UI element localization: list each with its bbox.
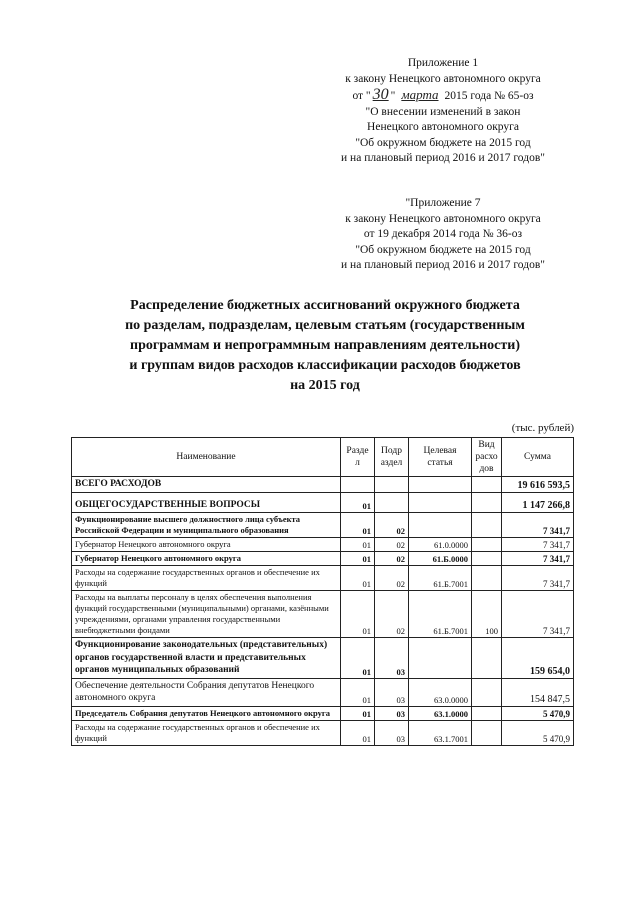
row-target-article	[409, 492, 472, 513]
header-sum: Сумма	[502, 438, 574, 477]
row-name: ВСЕГО РАСХОДОВ	[72, 477, 341, 493]
row-sum: 5 470,9	[502, 706, 574, 720]
title-line-4: и группам видов расходов классификации расходов бюджетов	[129, 358, 521, 373]
row-name: Расходы на содержание государственных органов и обеспечение их функций	[72, 566, 341, 591]
header-expense-type: Вид расхо дов	[472, 438, 502, 477]
row-razdel: 01	[341, 538, 375, 552]
table-header-row	[72, 438, 574, 477]
appendix-1-law: к закону Ненецкого автономного округа	[345, 72, 541, 85]
row-expense-type	[472, 706, 502, 720]
row-expense-type	[472, 566, 502, 591]
table-row	[72, 492, 574, 513]
date-quote: "	[390, 90, 396, 102]
appendix-1-title: Приложение 1	[407, 57, 479, 69]
date-suffix: 2015 года № 65-оз	[444, 90, 534, 102]
appendix-1-line-4: и на плановый период 2016 и 2017 годов"	[341, 152, 545, 164]
row-name: Губернатор Ненецкого автономного округа	[72, 538, 341, 552]
table-row	[72, 638, 574, 679]
table-row	[72, 566, 574, 591]
row-razdel: 01	[341, 513, 375, 538]
row-podrazdel: 02	[375, 591, 409, 638]
header-target-article: Целевая статья	[409, 438, 472, 477]
row-expense-type: 100	[472, 591, 502, 638]
row-podrazdel	[375, 477, 409, 493]
row-expense-type	[472, 720, 502, 745]
title-line-3: программам и непрограммным направлениям деятельности)	[130, 338, 520, 353]
row-target-article: 63.1.0000	[409, 706, 472, 720]
row-target-article: 61.Б.7001	[409, 591, 472, 638]
appendix-7-line-2: и на плановый период 2016 и 2017 годов"	[341, 259, 545, 271]
row-target-article	[409, 638, 472, 679]
handwritten-day: 30	[372, 86, 389, 103]
row-target-article: 61.Б.0000	[409, 552, 472, 566]
header-razdel: Разде л	[341, 438, 375, 477]
header-name: Наименование	[72, 438, 341, 477]
row-name: Председатель Собрания депутатов Ненецкого автономного округа	[72, 706, 341, 720]
table-row	[72, 706, 574, 720]
row-expense-type	[472, 638, 502, 679]
row-name: Функционирование законодательных (представительных) органов государственной власти и представительных органов муниципальных образований	[72, 638, 341, 679]
row-target-article: 63.1.7001	[409, 720, 472, 745]
row-expense-type	[472, 513, 502, 538]
row-expense-type	[472, 678, 502, 706]
table-row	[72, 678, 574, 706]
handwritten-month: марта	[401, 87, 439, 102]
budget-table	[71, 437, 574, 746]
row-sum: 7 341,7	[502, 566, 574, 591]
appendix-1-date	[313, 87, 573, 105]
row-sum: 7 341,7	[502, 591, 574, 638]
row-podrazdel: 03	[375, 706, 409, 720]
row-podrazdel: 03	[375, 720, 409, 745]
row-sum: 159 654,0	[502, 638, 574, 679]
appendix-1-line-2: Ненецкого автономного округа	[367, 121, 519, 133]
table-row	[72, 513, 574, 538]
row-razdel: 01	[341, 492, 375, 513]
row-target-article: 61.Б.7001	[409, 566, 472, 591]
row-target-article	[409, 477, 472, 493]
row-name: Функционирование высшего должностного лица субъекта Российской Федерации и муниципального образования	[72, 513, 341, 538]
appendix-7-line-1: "Об окружном бюджете на 2015 год	[355, 243, 531, 256]
row-podrazdel: 03	[375, 678, 409, 706]
appendix-1-header	[313, 56, 573, 167]
row-razdel: 01	[341, 720, 375, 745]
appendix-1-line-1: "О внесении изменений в закон	[365, 105, 521, 118]
row-razdel: 01	[341, 638, 375, 679]
row-name: Губернатор Ненецкого автономного округа	[72, 552, 341, 566]
title-line-2: по разделам, подразделам, целевым статьям (государственным	[125, 318, 525, 333]
row-sum: 7 341,7	[502, 513, 574, 538]
row-name: Расходы на выплаты персоналу в целях обеспечения выполнения функций государственными (муниципальными) органами, казёнными учреждениями, органами управления государственными внебюджетными фондами	[72, 591, 341, 638]
row-name: Расходы на содержание государственных органов и обеспечение их функций	[72, 720, 341, 745]
row-sum: 7 341,7	[502, 552, 574, 566]
units-label: (тыс. рублей)	[511, 422, 574, 434]
row-sum: 154 847,5	[502, 678, 574, 706]
row-expense-type	[472, 477, 502, 493]
row-podrazdel: 02	[375, 552, 409, 566]
title-line-5: на 2015 год	[290, 378, 360, 393]
row-podrazdel: 02	[375, 538, 409, 552]
table-row	[72, 720, 574, 745]
row-expense-type	[472, 538, 502, 552]
table-row	[72, 591, 574, 638]
row-name: ОБЩЕГОСУДАРСТВЕННЫЕ ВОПРОСЫ	[72, 492, 341, 513]
row-podrazdel: 02	[375, 513, 409, 538]
table-row	[72, 477, 574, 493]
appendix-1-line-3: "Об окружном бюджете на 2015 год	[355, 136, 531, 149]
row-razdel	[341, 477, 375, 493]
row-sum: 5 470,9	[502, 720, 574, 745]
header-podrazdel: Подр аздел	[375, 438, 409, 477]
appendix-7-title: "Приложение 7	[405, 197, 481, 209]
row-razdel: 01	[341, 552, 375, 566]
appendix-7-header	[313, 196, 573, 274]
row-expense-type	[472, 492, 502, 513]
appendix-7-date: от 19 декабря 2014 года № 36-оз	[363, 228, 523, 240]
row-razdel: 01	[341, 706, 375, 720]
table-row	[72, 538, 574, 552]
row-razdel: 01	[341, 591, 375, 638]
row-podrazdel: 03	[375, 638, 409, 679]
row-expense-type	[472, 552, 502, 566]
table-row	[72, 552, 574, 566]
title-line-1: Распределение бюджетных ассигнований окружного бюджета	[130, 298, 520, 313]
row-target-article: 61.0.0000	[409, 538, 472, 552]
row-sum: 19 616 593,5	[502, 477, 574, 493]
date-prefix: от "	[352, 90, 371, 102]
row-razdel: 01	[341, 678, 375, 706]
row-podrazdel	[375, 492, 409, 513]
appendix-7-law: к закону Ненецкого автономного округа	[345, 212, 541, 225]
row-sum: 7 341,7	[502, 538, 574, 552]
row-sum: 1 147 266,8	[502, 492, 574, 513]
document-title	[90, 296, 560, 396]
row-name: Обеспечение деятельности Собрания депутатов Ненецкого автономного округа	[72, 678, 341, 706]
row-target-article	[409, 513, 472, 538]
row-razdel: 01	[341, 566, 375, 591]
row-podrazdel: 02	[375, 566, 409, 591]
row-target-article: 63.0.0000	[409, 678, 472, 706]
